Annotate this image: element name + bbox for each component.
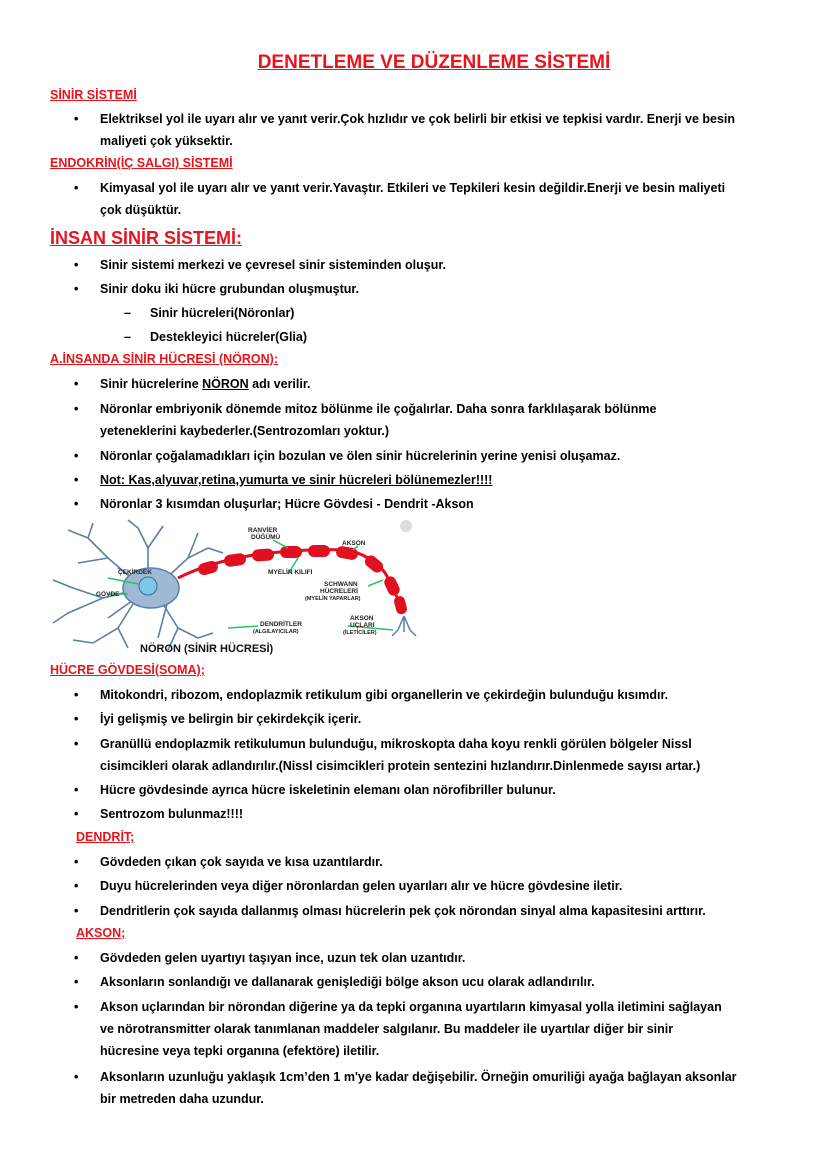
list-item: • Duyu hücrelerinden veya diğer nöronlardan gelen uyarıları alır ve hücre gövdesine iletir. [74, 879, 623, 893]
section-heading-noron: A.İNSANDA SİNİR HÜCRESİ (NÖRON): [50, 352, 279, 366]
list-item: • Granüllü endoplazmik retikulumun bulunduğu, mikroskopta daha koyu renkli görülen bölgeler Nissl cisimcikleri olarak adlandırılır.(Nissl cisimcikleri protein sentezini hızlandırır.Dinlenmede sayısı artar.) [74, 737, 701, 773]
list-item: • Hücre gövdesinde ayrıca hücre iskeletinin elemanı olan nörofibriller bulunur. [74, 783, 556, 797]
section-heading-akson: AKSON; [76, 926, 126, 940]
label-akson-uc-3: (İLETİCİLER) [343, 630, 377, 636]
label-akson: AKSON [342, 540, 366, 547]
list-item: • Sentrozom bulunmaz!!!! [74, 807, 244, 821]
list-item: • Dendritlerin çok sayıda dallanmış olması hücrelerin pek çok nörondan sinyal alma kapasitesini arttırır. [74, 904, 706, 918]
figure-caption: NÖRON (SİNİR HÜCRESİ) [140, 643, 274, 655]
section-heading-sinir: SİNİR SİSTEMİ [50, 88, 137, 102]
label-miyelin: MYELİN KILIFI [268, 569, 313, 576]
label-ranvier: RANVİER [248, 527, 278, 534]
list-item: • Nöronlar embriyonik dönemde mitoz bölünme ile çoğalırlar. Daha sonra farklılaşarak bölünme yeteneklerini kaybederler.(Sentrozomları yoktur.) [74, 402, 657, 438]
section-heading-dendrit: DENDRİT; [76, 830, 135, 844]
label-govde: GÖVDE [96, 591, 120, 598]
label-ranvier-2: DÜĞÜMÜ [251, 534, 281, 541]
list-item: • Elektriksel yol ile uyarı alır ve yanıt verir.Çok hızlıdır ve çok belirli bir etkisi ve tepkisi vardır. Enerji ve besin maliyeti çok yüksektir. [74, 112, 736, 148]
list-item: • Sinir hücrelerine NÖRON adı verilir. [74, 377, 311, 391]
section-heading-soma: HÜCRE GÖVDESİ(SOMA); [50, 663, 205, 677]
label-dendrit-2: (ALGILAYICILAR) [253, 629, 299, 635]
list-item: • Aksonların uzunluğu yaklaşık 1cm’den 1 m'ye kadar değişebilir. Örneğin omuriliği ayağa bağlayan aksonlar bir metreden daha uzundur. [74, 1070, 737, 1106]
section-heading-endokrin: ENDOKRİN(İÇ SALGI) SİSTEMİ [50, 156, 233, 170]
scroll-indicator-icon [400, 520, 412, 532]
list-item: • Sinir doku iki hücre grubundan oluşmuştur. [74, 282, 360, 296]
list-item: • Nöronlar 3 kısımdan oluşurlar; Hücre Gövdesi - Dendrit -Akson [74, 497, 474, 511]
list-item: • Mitokondri, ribozom, endoplazmik retikulum gibi organellerin ve çekirdeğin bulunduğu kısımdır. [74, 688, 669, 702]
sub-list-item: – Destekleyici hücreler(Glia) [124, 330, 308, 344]
list-item: • Kimyasal yol ile uyarı alır ve yanıt verir.Yavaştır. Etkileri ve Tepkileri kesin değildir.Enerji ve besin maliyeti çok düşüktür. [74, 181, 726, 217]
list-item: • Nöronlar çoğalamadıkları için bozulan ve ölen sinir hücrelerinin yerine yenisi oluşamaz. [74, 449, 621, 463]
list-item: • Aksonların sonlandığı ve dallanarak genişlediği bölge akson ucu olarak adlandırılır. [74, 975, 595, 989]
neuron-diagram [48, 518, 428, 658]
page-title: DENETLEME VE DÜZENLEME SİSTEMİ [257, 52, 611, 73]
label-akson-uc: AKSON [350, 615, 374, 622]
label-schwann-2: HÜCRELERİ [320, 588, 358, 595]
list-item: • Sinir sistemi merkezi ve çevresel sinir sisteminden oluşur. [74, 258, 446, 272]
list-item: • İyi gelişmiş ve belirgin bir çekirdekçik içerir. [74, 712, 362, 726]
list-item: • Not: Kas,alyuvar,retina,yumurta ve sinir hücreleri bölünemezler!!!! [74, 473, 493, 487]
section-heading-insan: İNSAN SİNİR SİSTEMİ: [50, 228, 243, 248]
label-akson-uc-2: UÇLARI [350, 622, 375, 629]
nucleus [139, 577, 157, 595]
list-item: • Akson uçlarından bir nörondan diğerine ya da tepki organına uyartıların kimyasal yolla iletimini sağlayan ve nörotransmitter olarak tanımlanan maddeler salgılanır. Bu maddeler ile uyartılar diğer bir sinir hücresine veya tepki organına (efektöre) iletilir. [74, 1000, 722, 1058]
list-item: • Gövdeden çıkan çok sayıda ve kısa uzantılardır. [74, 855, 383, 869]
list-item: • Gövdeden gelen uyartıyı taşıyan ince, uzun tek olan uzantıdır. [74, 951, 466, 965]
label-dendrit: DENDRİTLER [260, 621, 302, 628]
label-cekirdek: ÇEKİRDEK [118, 569, 152, 576]
sub-list-item: – Sinir hücreleri(Nöronlar) [124, 306, 295, 320]
label-schwann-3: (MYELİN YAPARLAR) [305, 596, 361, 602]
label-schwann: SCHWANN [324, 581, 358, 588]
